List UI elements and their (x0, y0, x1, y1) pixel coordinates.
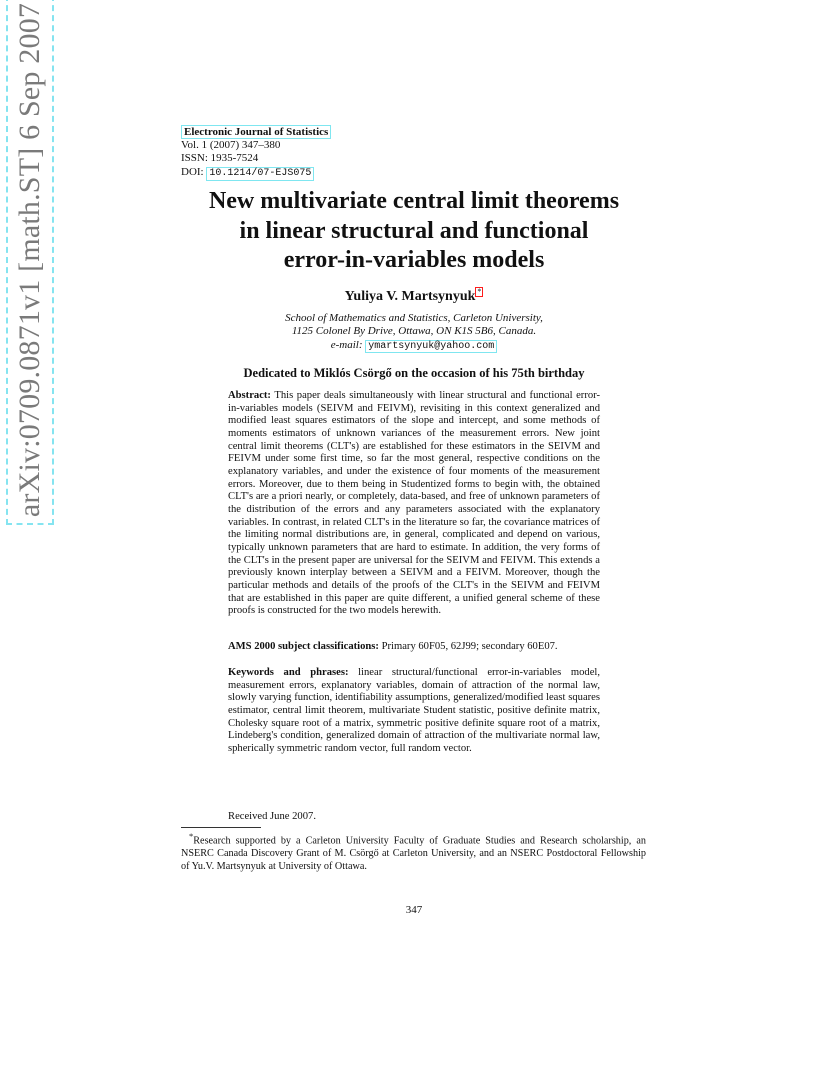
author-footnote-link[interactable]: * (477, 287, 482, 296)
abstract-text: This paper deals simultaneously with linear structural and functional error-in-variables models (SEIVM and FEIVM), revisiting in this context generalized and modified least squares estimators of the slope and intercept, and some methods of moments estimators of unknown variances of the measurement errors. New joint central limit theorems (CLT's) are established for these estimators in the SEIVM and FEIVM under some first time, so far the most general, respective conditions on the explanatory variables, and under the existence of four moments of the measurement errors. Moreover, due to them being in Studentized forms to begin with, the obtained CLT's are a priori nearly, or completely, data-based, and free of unknown parameters of the distribution of the errors and any parameters associated with the explanatory variables. In contrast, in related CLT's in the literature so far, the covariance matrices of the limiting normal distributions are, in general, complicated and depend on various, typically unknown parameters that are hard to estimate. In addition, the very forms of the CLT's in the present paper are universal for the SEIVM and FEIVM. This extends a previously known interplay between a SEIVM and a FEIVM. Moreover, though the particular methods and details of the proofs of the CLT's in the SEIVM and FEIVM that are established in this paper are quite different, a unified general scheme of these proofs is constructed for the two models herewith. (228, 390, 600, 617)
arxiv-identifier[interactable]: arXiv:0709.0871v1 [math.ST] 6 Sep 2007 (6, 0, 54, 525)
email-line (120, 339, 708, 353)
journal-issn: ISSN: 1935-7524 (181, 152, 259, 165)
footnote (181, 830, 646, 873)
title-line: New multivariate central limit theorems (208, 188, 620, 214)
affiliation-line: 1125 Colonel By Drive, Ottawa, ON K1S 5B6, Canada. (291, 325, 537, 338)
doi-label: DOI: (181, 165, 204, 178)
footnote-text: Research supported by a Carleton University Faculty of Graduate Studies and Research scholarship, an NSERC Canada Discovery Grant of M. Csörgő at Carleton University, and an NSERC Postdoctoral Fellowship of Yu.V. Martsynyuk at University of Ottawa. (181, 835, 646, 873)
footnote-divider (181, 827, 261, 828)
journal-name-link[interactable]: Electronic Journal of Statistics (181, 125, 331, 139)
received-date: Received June 2007. (228, 811, 316, 822)
ams-label: AMS 2000 subject classifications: (228, 641, 379, 652)
author-line (120, 287, 708, 305)
email-link[interactable]: ymartsynyuk@yahoo.com (365, 340, 497, 353)
title-line: in linear structural and functional (239, 217, 589, 244)
arxiv-side-stamp[interactable] (4, 0, 56, 570)
abstract-label: Abstract: (228, 390, 271, 401)
doi-link[interactable]: 10.1214/07-EJS075 (206, 167, 314, 181)
journal-doi-line (181, 166, 331, 181)
page-number: 347 (405, 904, 423, 916)
author-name: Yuliya V. Martsynyuk (344, 289, 476, 304)
ams-text: Primary 60F05, 62J99; secondary 60E07. (381, 641, 558, 652)
email-label: e-mail: (330, 338, 363, 351)
author-affiliation (120, 312, 708, 353)
title-line: error-in-variables models (283, 247, 545, 273)
keywords-text: linear structural/functional error-in-variables model, measurement errors, explanatory variables, domain of attraction of the normal law, slowly varying function, identifiability assumptions, generalized/modified least squares estimator, central limit theorem, multivariate Student statistic, positive definite matrix, Cholesky square root of a matrix, symmetric positive definite square root of a matrix, Lindeberg's condition, generalized domain of attraction of the multivariate normal law, spherically symmetric random vector, full random vector. (228, 667, 600, 754)
footnote-mark: * (189, 831, 194, 841)
abstract (228, 390, 600, 618)
affiliation-line: School of Mathematics and Statistics, Carleton University, (285, 312, 543, 324)
journal-volume: Vol. 1 (2007) 347–380 (181, 139, 281, 152)
keywords-label: Keywords and phrases: (228, 667, 349, 678)
paper-title (120, 187, 708, 276)
dedication: Dedicated to Miklós Csörgő on the occasion of his 75th birthday (243, 366, 585, 380)
journal-header (181, 125, 331, 181)
keywords (228, 667, 600, 756)
ams-classifications (228, 641, 600, 654)
